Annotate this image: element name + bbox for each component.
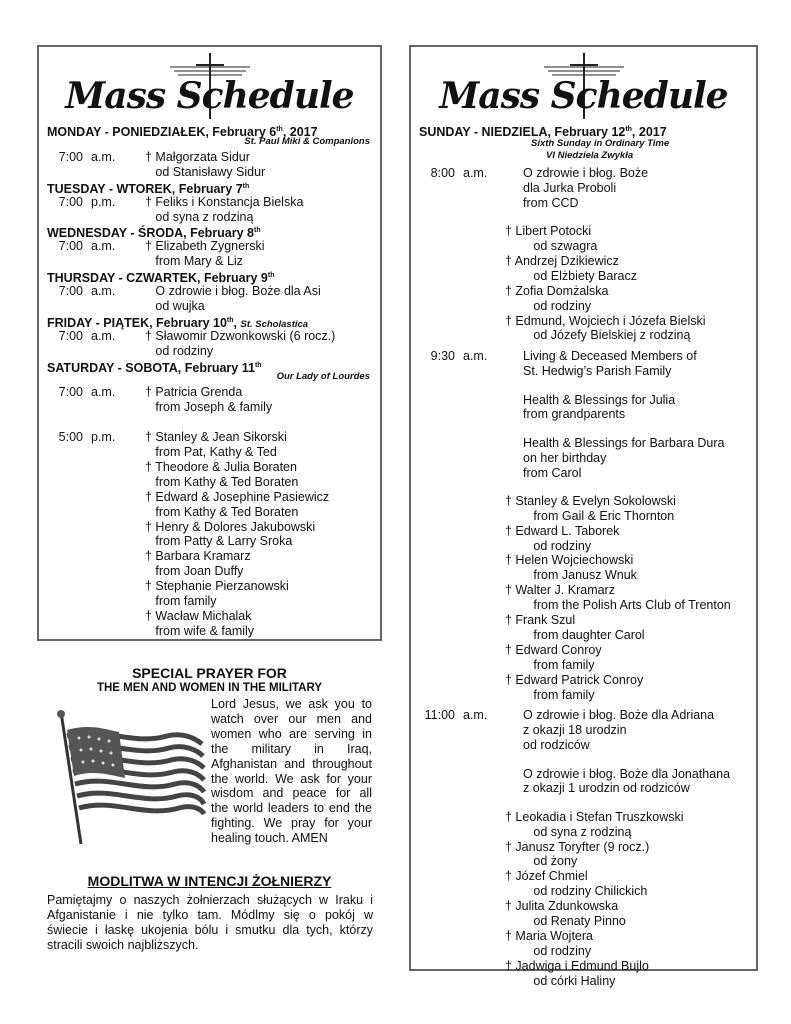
mass-intention-line xyxy=(47,624,254,639)
prayer-line: women who are serving in xyxy=(211,726,372,741)
intention-text: Living & Deceased Members of xyxy=(523,349,697,364)
mass-intention-line xyxy=(47,564,243,579)
mass-ampm: a.m. xyxy=(463,166,488,180)
mass-intention-line xyxy=(417,269,637,284)
intention-text: z okazji 18 urodzin xyxy=(523,723,627,738)
intention-text: † Małgorzata Sidur xyxy=(145,149,250,164)
intention-text: on her birthday xyxy=(523,450,607,465)
intention-text: od szwagra xyxy=(523,239,598,253)
mass-intention-line xyxy=(417,407,625,422)
intention-text: † Janusz Toryfter (9 rocz.) xyxy=(505,839,650,854)
intention-text: od żony xyxy=(523,854,578,869)
polish-prayer-title: MODLITWA W INTENCJI ŻOŁNIERZY xyxy=(87,873,332,889)
mass-time: 7:00 xyxy=(58,239,83,254)
mass-intention-line xyxy=(417,349,697,364)
mass-intention-line xyxy=(47,284,321,299)
mass-schedule-header xyxy=(39,47,380,127)
mass-intention-line xyxy=(417,810,684,825)
intention-text: † Andrzej Dzikiewicz xyxy=(505,253,619,268)
intention-text: † Barbara Kramarz xyxy=(145,549,251,564)
intention-text: O zdrowie i błog. Boże dla Asi xyxy=(145,284,321,298)
feast-name: Our Lady of Lourdes xyxy=(276,371,370,383)
intention-text: † Sławomir Dzwonkowski (6 rocz.) xyxy=(145,328,336,343)
mass-intention-line xyxy=(47,329,335,344)
mass-intention-line xyxy=(47,609,252,624)
mass-intention-line xyxy=(417,364,671,379)
day-heading: THURSDAY - CZWARTEK, February 9th xyxy=(47,271,275,286)
intention-text: † Libert Potocki xyxy=(505,224,592,239)
mass-intention-line xyxy=(417,840,649,855)
mass-intention-line xyxy=(417,598,731,613)
intention-text: od rodziny xyxy=(145,343,214,358)
mass-schedule-sunday-box xyxy=(409,45,758,988)
intention-text: † Edward Patrick Conroy xyxy=(505,672,644,687)
mass-intention-line xyxy=(47,299,205,314)
mass-schedule-weekday-box xyxy=(37,45,382,641)
intention-text: od rodziny xyxy=(523,538,592,553)
intention-text: od rodziny Chilickich xyxy=(523,884,648,899)
intention-text: † Jadwiga i Edmund Bujlo xyxy=(505,958,649,973)
mass-intention-line xyxy=(417,568,637,583)
polish-prayer-line: Afganistanie i nie tylko tam. Módlmy się o pokój w xyxy=(47,907,373,922)
intention-text: od rodziny xyxy=(523,943,592,958)
mass-intention-line xyxy=(417,254,619,269)
feast-name: Sixth Sunday in Ordinary Time xyxy=(531,138,670,149)
intention-text: † Maria Wojtera xyxy=(505,928,593,943)
mass-time: 7:00 xyxy=(58,194,83,209)
prayer-line: fighting. We pray for your xyxy=(211,816,372,831)
mass-intention-line xyxy=(47,165,265,180)
mass-intention-line xyxy=(417,914,626,929)
mass-intention-line xyxy=(47,549,251,564)
mass-intention-line xyxy=(47,430,287,445)
mass-intention-line xyxy=(417,524,619,539)
mass-intention-line xyxy=(47,400,272,415)
intention-text: from CCD xyxy=(523,195,579,210)
mass-ampm: a.m. xyxy=(91,149,116,164)
mass-intention-line xyxy=(417,239,597,254)
day-heading: SATURDAY - SOBOTA, February 11th xyxy=(47,360,262,375)
mass-intention-line xyxy=(417,688,595,703)
intention-text: od syna z rodziną xyxy=(523,824,632,839)
mass-intention-line xyxy=(417,708,714,723)
mass-ampm: a.m. xyxy=(91,239,116,254)
prayer-line: watch over our men and xyxy=(211,711,372,726)
intention-text: od Elżbiety Baracz xyxy=(523,268,637,283)
mass-ampm: a.m. xyxy=(91,328,116,343)
mass-intention-line xyxy=(47,520,315,535)
mass-intention-line xyxy=(417,723,627,738)
intention-text: † Henry & Dolores Jakubowski xyxy=(145,519,316,534)
mass-time: 7:00 xyxy=(58,149,83,164)
mass-intention-line xyxy=(47,239,265,254)
mass-intention-line xyxy=(417,944,591,959)
intention-text: od Renaty Pinno xyxy=(523,914,626,929)
mass-ampm: p.m. xyxy=(91,430,116,445)
intention-text: from wife & family xyxy=(145,623,255,638)
intention-text: † Elizabeth Zygnerski xyxy=(145,239,265,254)
mass-intention-line xyxy=(417,299,591,314)
polish-prayer-line: Pamiętajmy o naszych żołnierzach służących w Iraku i xyxy=(47,893,373,907)
mass-intention-line xyxy=(417,553,633,568)
mass-time: 11:00 xyxy=(424,708,455,723)
prayer-line: wisdom and peace for all xyxy=(211,786,372,801)
intention-text: from Kathy & Ted Boraten xyxy=(145,474,299,489)
american-flag-icon xyxy=(47,708,207,848)
mass-time: 5:00 xyxy=(58,430,83,445)
mass-intention-line xyxy=(47,445,277,460)
intention-text: † Edward & Josephine Pasiewicz xyxy=(145,489,330,504)
mass-intention-line xyxy=(47,210,253,225)
mass-intention-line xyxy=(417,959,649,974)
mass-intention-line xyxy=(417,767,730,782)
mass-time: 9:30 xyxy=(430,349,455,364)
prayer-subtitle: THE MEN AND WOMEN IN THE MILITARY xyxy=(96,682,323,694)
mass-intention-line xyxy=(47,195,303,210)
mass-intention-line xyxy=(417,284,609,299)
intention-text: from grandparents xyxy=(523,407,626,422)
mass-intention-line xyxy=(417,929,593,944)
prayer-polish-text xyxy=(47,893,373,953)
mass-intention-line xyxy=(417,314,706,329)
mass-intention-line xyxy=(47,594,217,609)
mass-intention-line xyxy=(417,181,616,196)
intention-text: od Józefy Bielskiej z rodziną xyxy=(523,328,691,343)
intention-text: O zdrowie i błog. Boże dla Adriana xyxy=(523,708,715,723)
intention-text: from Joseph & family xyxy=(145,400,273,415)
intention-text: from Carol xyxy=(523,465,582,480)
mass-intention-line xyxy=(417,825,631,840)
intention-text: † Edward Conroy xyxy=(505,642,602,657)
mass-ampm: a.m. xyxy=(463,708,488,723)
mass-time: 7:00 xyxy=(58,284,83,298)
intention-text: od wujka xyxy=(145,298,205,313)
mass-intention-line xyxy=(47,460,297,475)
mass-ampm: a.m. xyxy=(91,284,116,298)
intention-text: from Janusz Wnuk xyxy=(523,568,637,583)
mass-time: 7:00 xyxy=(58,328,83,343)
intention-text: from Gail & Eric Thornton xyxy=(523,508,675,523)
prayer-line: the world leaders to end the xyxy=(211,801,372,816)
mass-intention-line xyxy=(47,475,298,490)
mass-intention-line xyxy=(417,673,643,688)
feast-name: St. Paul Miki & Companions xyxy=(244,135,370,147)
intention-text: od syna z rodziną xyxy=(145,209,254,224)
intention-text: from daughter Carol xyxy=(523,627,645,642)
intention-text: from the Polish Arts Club of Trenton xyxy=(523,598,731,613)
mass-intention-line xyxy=(417,884,647,899)
intention-text: from family xyxy=(523,687,595,702)
mass-ampm: p.m. xyxy=(91,194,116,209)
mass-intention-line xyxy=(417,196,579,211)
intention-text: † Zofia Domżalska xyxy=(505,283,609,298)
mass-intention-line xyxy=(417,451,606,466)
intention-text: † Wacław Michalak xyxy=(145,608,252,623)
intention-text: od rodziców xyxy=(523,738,590,753)
prayer-line: Lord Jesus, we ask you to xyxy=(211,697,372,711)
day-heading: SUNDAY - NIEDZIELA, February 12th, 2017 xyxy=(419,125,667,140)
intention-text: O zdrowie i błog. Boże dla Jonathana xyxy=(523,766,731,781)
intention-text: from Mary & Liz xyxy=(145,254,243,269)
mass-intention-line xyxy=(417,509,674,524)
prayer-title: SPECIAL PRAYER FOR xyxy=(132,665,287,681)
prayer-line: the world. We ask for your xyxy=(211,771,372,786)
intention-text: Health & Blessings for Julia xyxy=(523,392,676,407)
intention-text: from family xyxy=(523,657,595,672)
mass-time: 7:00 xyxy=(58,385,83,400)
mass-intention-line xyxy=(417,613,575,628)
intention-text: † Theodore & Julia Boraten xyxy=(145,459,297,474)
mass-schedule-header xyxy=(411,47,756,127)
mass-intention-line xyxy=(417,328,690,343)
day-heading: TUESDAY - WTOREK, February 7th xyxy=(47,181,250,196)
intention-text: od rodziny xyxy=(523,298,592,313)
intention-text: † Frank Szul xyxy=(505,613,576,628)
intention-text: from Kathy & Ted Boraten xyxy=(145,504,299,519)
mass-intention-line xyxy=(417,494,676,509)
intention-text: † Edward L. Taborek xyxy=(505,523,620,538)
mass-intention-line xyxy=(417,539,591,554)
intention-text: from Joan Duffy xyxy=(145,564,244,579)
mass-intention-line xyxy=(417,899,618,914)
mass-intention-line xyxy=(417,658,595,673)
intention-text: from family xyxy=(145,594,217,608)
intention-text: z okazji 1 urodzin od rodziców xyxy=(523,781,690,796)
intention-text: † Stephanie Pierzanowski xyxy=(145,579,289,594)
mass-intention-line xyxy=(417,436,724,451)
mass-intention-line xyxy=(47,385,242,400)
intention-text: dla Jurka Proboli xyxy=(523,180,617,195)
mass-intention-line xyxy=(417,643,602,658)
prayer-line: the military in Iraq, xyxy=(211,741,372,756)
intention-text: † Julita Zdunkowska xyxy=(505,899,619,914)
mass-intention-line xyxy=(417,854,577,869)
mass-intention-line xyxy=(417,224,591,239)
intention-text: † Stanley & Evelyn Sokolowski xyxy=(505,493,676,508)
mass-intention-line xyxy=(417,583,615,598)
mass-ampm: a.m. xyxy=(463,349,488,364)
polish-prayer-line: stracili swoich najbliższych. xyxy=(47,937,199,952)
mass-intention-line xyxy=(47,505,298,520)
mass-intention-line xyxy=(417,869,588,884)
mass-intention-line xyxy=(417,781,690,796)
intention-text: † Edmund, Wojciech i Józefa Bielski xyxy=(505,313,706,328)
mass-intention-line xyxy=(417,628,645,643)
intention-text: † Feliks i Konstancja Bielska xyxy=(145,194,304,209)
mass-intention-line xyxy=(47,490,329,505)
intention-text: St. Hedwig’s Parish Family xyxy=(523,364,672,379)
intention-text: † Stanley & Jean Sikorski xyxy=(145,430,287,445)
mass-ampm: a.m. xyxy=(91,385,116,400)
intention-text: † Patricia Grenda xyxy=(145,385,243,400)
mass-intention-line xyxy=(417,974,615,989)
prayer-line: Afghanistan and throughout xyxy=(211,756,372,771)
intention-text: † Józef Chmiel xyxy=(505,869,588,884)
intention-text: Health & Blessings for Barbara Dura xyxy=(523,435,725,450)
intention-text: from Pat, Kathy & Ted xyxy=(145,445,277,459)
mass-intention-line xyxy=(417,393,675,408)
mass-intention-line xyxy=(47,579,289,594)
polish-prayer-line: świecie i łaskę ukojenia bólu i smutku dla tych, którzy xyxy=(47,922,373,937)
intention-text: † Walter J. Kramarz xyxy=(505,583,615,598)
intention-text: od córki Haliny xyxy=(523,973,616,988)
intention-text: from Patty & Larry Sroka xyxy=(145,534,293,549)
feast-name-polish: VI Niedziela Zwykła xyxy=(546,150,634,161)
mass-intention-line xyxy=(47,534,292,549)
intention-text: † Helen Wojciechowski xyxy=(505,553,634,568)
mass-intention-line xyxy=(47,254,243,269)
intention-text: od Stanisławy Sidur xyxy=(145,164,266,179)
day-heading: FRIDAY - PIĄTEK, February 10th, St. Scholastica xyxy=(47,315,309,330)
mass-time: 8:00 xyxy=(430,166,455,180)
prayer-english-text xyxy=(211,697,372,846)
mass-intention-line xyxy=(417,466,581,481)
intention-text: O zdrowie i błog. Boże xyxy=(523,166,649,180)
mass-intention-line xyxy=(417,738,590,753)
mass-intention-line xyxy=(417,166,648,181)
intention-text: † Leokadia i Stefan Truszkowski xyxy=(505,809,684,824)
day-heading: MONDAY - PONIEDZIAŁEK, February 6th, 2017 xyxy=(47,125,318,140)
mass-intention-line xyxy=(47,150,250,165)
header-title: Mass Schedule xyxy=(439,75,728,117)
day-heading: WEDNESDAY - ŚRODA, February 8th xyxy=(47,226,261,241)
mass-intention-line xyxy=(47,344,213,359)
prayer-line: healing touch. AMEN xyxy=(211,831,328,846)
header-title: Mass Schedule xyxy=(65,75,354,117)
